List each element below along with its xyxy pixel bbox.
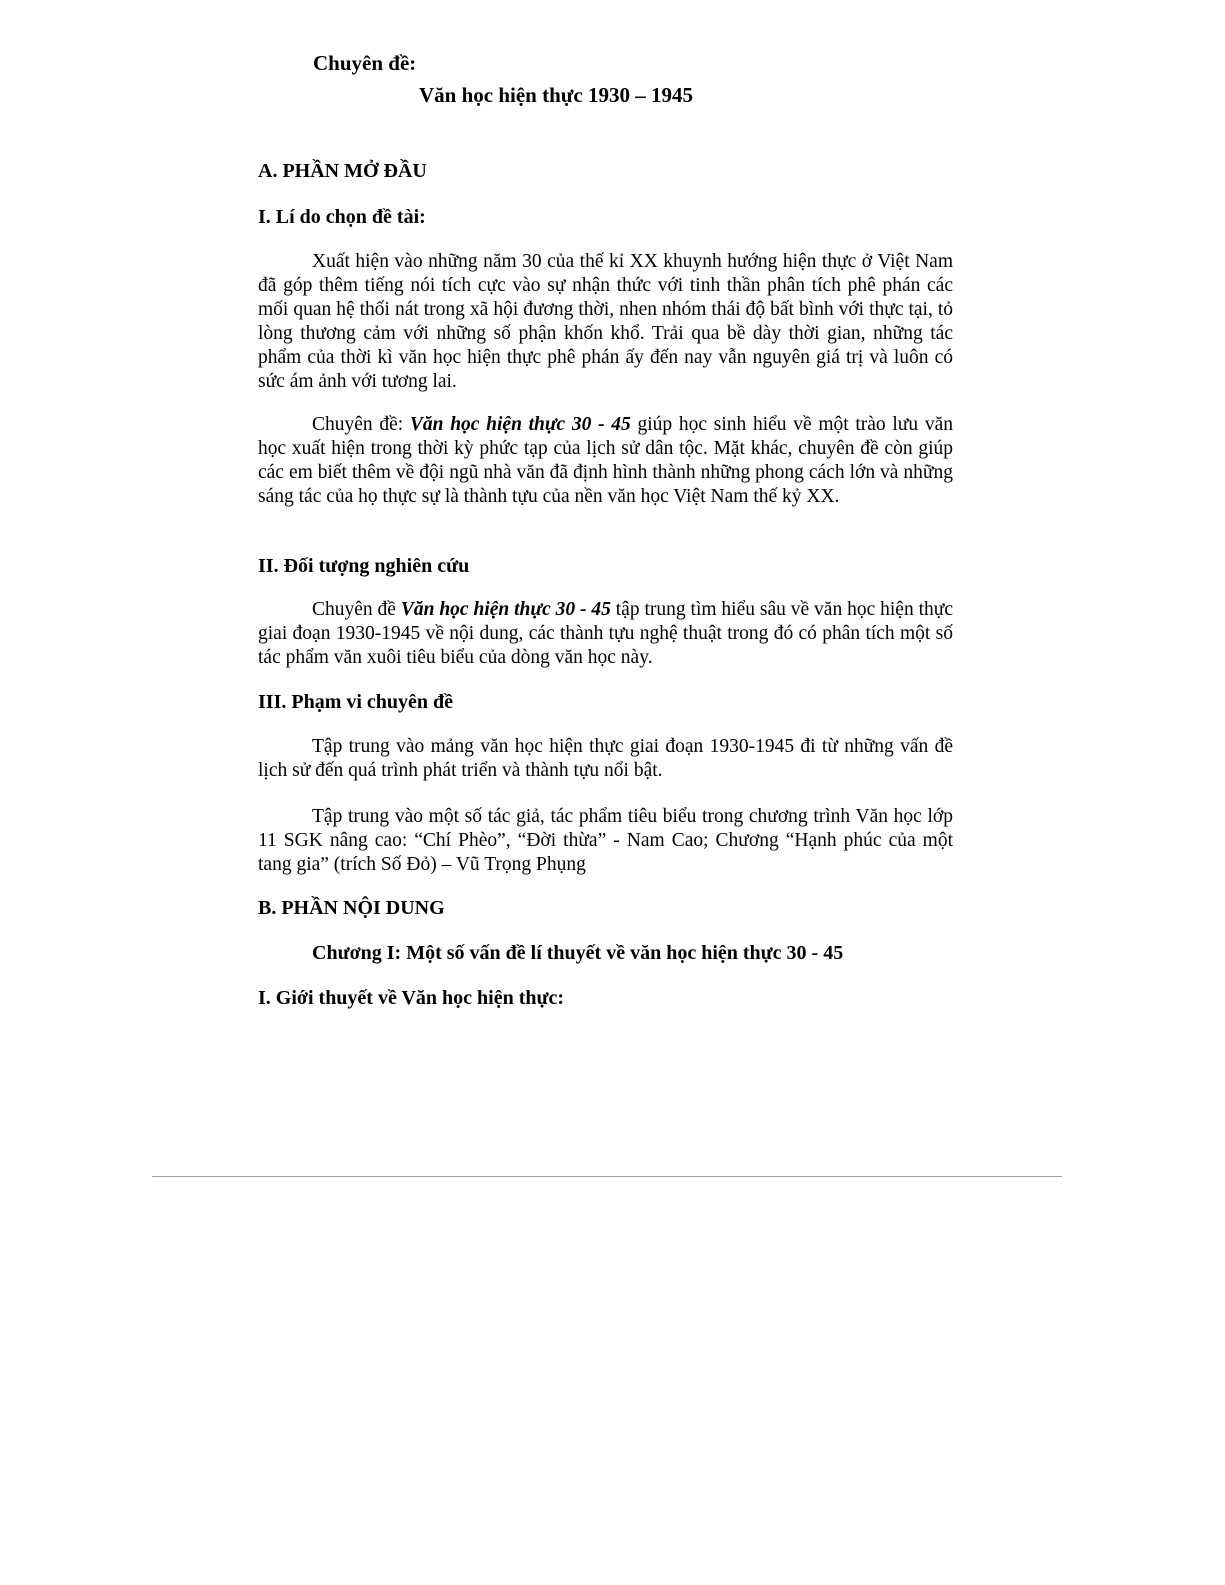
- object-paragraph: [258, 598, 953, 670]
- part-a-heading: A. PHẦN MỞ ĐẦU: [258, 160, 427, 182]
- reason-paragraph-1: Xuất hiện vào những năm 30 của thế kỉ XX khuynh hướng hiện thực ở Việt Nam đã góp thêm tiếng nói tích cực vào sự nhận thức với tinh thần phân tích phê phán các mối quan hệ thối nát trong xã hội đương thời, nhen nhóm thái độ bất bình với thực tại, tỏ lòng thương cảm với những số phận khốn khổ. Trải qua bề dày thời gian, những tác phẩm của thời kì văn học hiện thực phê phán ấy đến nay vẫn nguyên giá trị và luôn có sức ám ảnh với tương lai.: [258, 251, 953, 392]
- section-object-heading: II. Đối tượng nghiên cứu: [258, 555, 470, 577]
- page-divider: [152, 1176, 1062, 1177]
- part-b-heading: B. PHẦN NỘI DUNG: [258, 897, 445, 919]
- scope-paragraph-1: Tập trung vào mảng văn học hiện thực giai đoạn 1930-1945 đi từ những vấn đề lịch sử đến quá trình phát triển và thành tựu nổi bật.: [258, 736, 953, 781]
- section-reason-heading: I. Lí do chọn đề tài:: [258, 206, 426, 228]
- topic-emphasis: Văn học hiện thực 30 - 45: [409, 414, 631, 435]
- topic-title: Văn học hiện thực 1930 – 1945: [419, 83, 693, 107]
- reason-paragraph-2: [258, 413, 953, 509]
- reason-paragraph-2-rest: giúp học sinh hiểu về một trào lưu văn học xuất hiện trong thời kỳ phức tạp của lịch sử dân tộc. Mặt khác, chuyên đề còn giúp các em biết thêm về đội ngũ nhà văn đã định hình thành những phong cách lớn và những sáng tác của họ thực sự là thành tựu của nền văn học Việt Nam thế kỷ XX.: [258, 414, 953, 507]
- section-realism-heading: I. Giới thuyết về Văn học hiện thực:: [258, 987, 565, 1009]
- object-paragraph-rest: tập trung tìm hiểu sâu về văn học hiện thực giai đoạn 1930-1945 về nội dung, các thành tựu nghệ thuật trong đó có phân tích một số tác phẩm văn xuôi tiêu biểu của dòng văn học này.: [258, 599, 953, 668]
- reason-paragraph-2-prefix: Chuyên đề:: [312, 414, 410, 435]
- section-scope-heading: III. Phạm vi chuyên đề: [258, 691, 454, 713]
- scope-paragraph-2: Tập trung vào một số tác giả, tác phẩm tiêu biểu trong chương trình Văn học lớp 11 SGK nâng cao: “Chí Phèo”, “Đời thừa” - Nam Cao; Chương “Hạnh phúc của một tang gia” (trích Số Đỏ) – Vũ Trọng Phụng: [258, 806, 953, 875]
- object-emphasis: Văn học hiện thực 30 - 45: [400, 599, 611, 620]
- chapter-heading: Chương I: Một số vấn đề lí thuyết về văn học hiện thực 30 - 45: [312, 942, 844, 964]
- topic-label: Chuyên đề:: [313, 51, 417, 75]
- object-paragraph-prefix: Chuyên đề: [312, 599, 401, 620]
